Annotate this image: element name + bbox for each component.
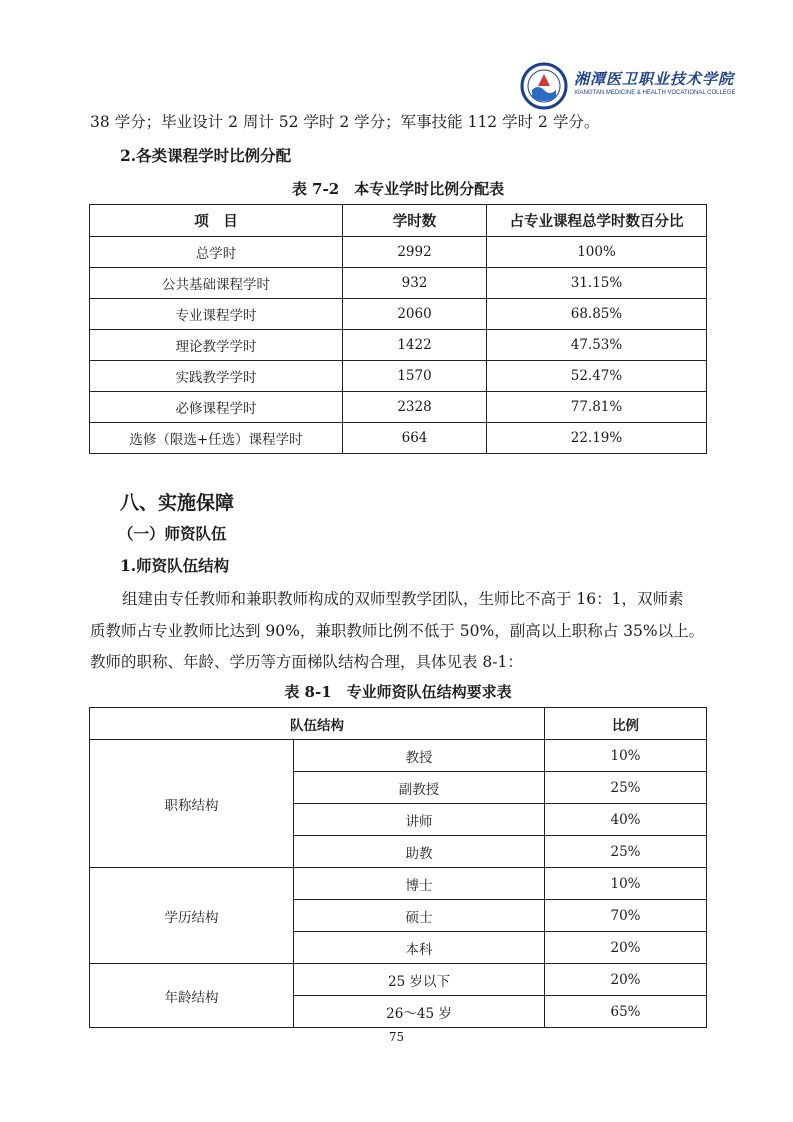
category-cell: 助教 [294,836,545,868]
paragraph-line: 组建由专任教师和兼职教师构成的双师型教学团队，生师比不高于 16：1，双师素 [122,590,684,608]
item-cell: 必修课程学时 [90,392,343,423]
teacher-structure-heading: 1.师资队伍结构 [120,556,230,575]
category-cell: 副教授 [294,772,545,804]
group-cell: 学历结构 [90,868,294,964]
table-row [90,423,707,454]
ratio-cell: 25% [545,836,707,868]
item-cell: 公共基础课程学时 [90,268,343,299]
category-cell: 26～45 岁 [294,996,545,1028]
item-cell: 选修（限选+任选）课程学时 [90,423,343,454]
table-header-row [90,205,707,237]
header-cell: 队伍结构 [90,708,545,740]
ratio-cell: 10% [545,740,707,772]
hours-cell: 2992 [343,237,487,268]
logo-english-name: XIANGTAN MEDICINE & HEALTH VOCATIONAL COLLEGE [574,90,736,96]
hours-cell: 1422 [343,330,487,361]
ratio-cell: 70% [545,900,707,932]
table-header-row [90,708,707,740]
ratio-cell: 25% [545,772,707,804]
category-cell: 教授 [294,740,545,772]
hours-cell: 932 [343,268,487,299]
hours-cell: 2060 [343,299,487,330]
table-row [90,268,707,299]
category-cell: 博士 [294,868,545,900]
category-cell: 25 岁以下 [294,964,545,996]
table-row [90,740,707,772]
item-cell: 实践教学学时 [90,361,343,392]
percent-cell: 31.15% [487,268,707,299]
ratio-cell: 10% [545,868,707,900]
ratio-cell: 65% [545,996,707,1028]
table-row [90,299,707,330]
college-emblem-icon [520,62,568,110]
percent-cell: 100% [487,237,707,268]
ratio-cell: 40% [545,804,707,836]
section-2-heading: 2.各类课程学时比例分配 [120,146,292,165]
ratio-cell: 20% [545,964,707,996]
table-row [90,868,707,900]
item-cell: 理论教学学时 [90,330,343,361]
percent-cell: 47.53% [487,330,707,361]
table-row [90,392,707,423]
logo-chinese-name: 湘潭医卫职业技术学院 [574,70,735,88]
header-cell: 项 目 [90,205,343,237]
chapter-8-heading: 八、实施保障 [120,492,235,514]
paragraph-line: 质教师占专业教师比达到 90%，兼职教师比例不低于 50%，副高以上职称占 35%以上。 [90,622,705,640]
header-cell: 学时数 [343,205,487,237]
table-7-2-caption: 表 7-2 本专业学时比例分配表 [291,180,505,198]
hours-cell: 664 [343,423,487,454]
page-number: 75 [388,1030,405,1044]
table-8-1-caption: 表 8-1 专业师资队伍结构要求表 [284,683,512,701]
ratio-cell: 20% [545,932,707,964]
percent-cell: 52.47% [487,361,707,392]
category-cell: 本科 [294,932,545,964]
table-row [90,330,707,361]
percent-cell: 68.85% [487,299,707,330]
category-cell: 硕士 [294,900,545,932]
percent-cell: 77.81% [487,392,707,423]
table-row [90,964,707,996]
item-cell: 专业课程学时 [90,299,343,330]
hours-cell: 2328 [343,392,487,423]
table-row [90,361,707,392]
paragraph-line: 教师的职称、年龄、学历等方面梯队结构合理，具体见表 8-1： [90,653,523,671]
hours-cell: 1570 [343,361,487,392]
table-row [90,237,707,268]
category-cell: 讲师 [294,804,545,836]
group-cell: 职称结构 [90,740,294,868]
item-cell: 总学时 [90,237,343,268]
header-cell: 占专业课程总学时数百分比 [487,205,707,237]
header-cell: 比例 [545,708,707,740]
table-7-2 [89,204,707,454]
teachers-section-heading: （一）师资队伍 [118,524,227,543]
table-8-1 [89,707,707,1028]
intro-line: 38 学分；毕业设计 2 周计 52 学时 2 学分；军事技能 112 学时 2 学分。 [90,113,600,131]
group-cell: 年龄结构 [90,964,294,1028]
percent-cell: 22.19% [487,423,707,454]
college-logo [520,62,736,112]
